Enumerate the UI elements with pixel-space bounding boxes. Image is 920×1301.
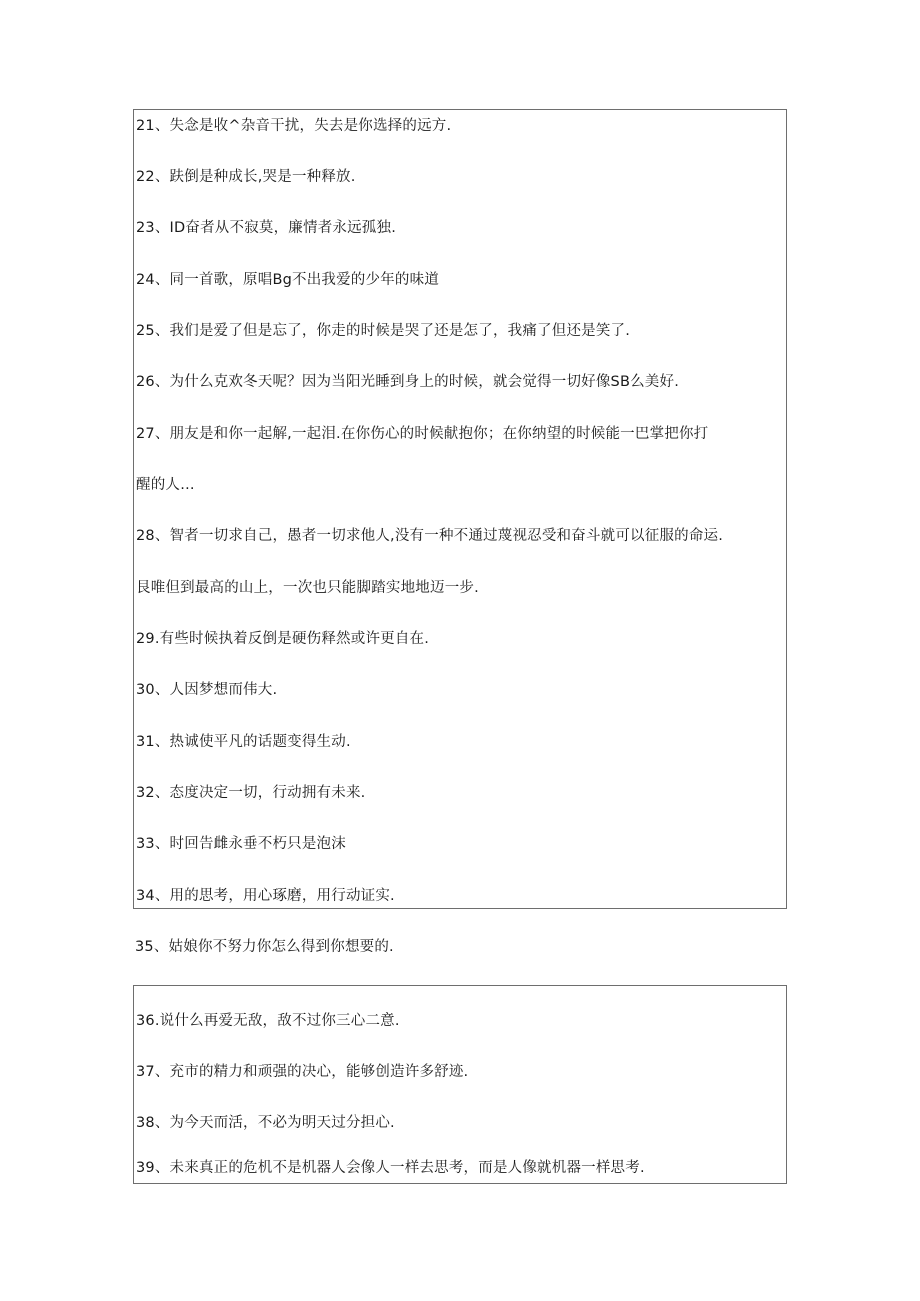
quote-line: 24、同一首歌，原唱Bg不出我爱的少年的味道 xyxy=(136,272,440,288)
quote-line: 21、失念是收^杂音干扰，失去是你选择的远方. xyxy=(136,118,452,134)
quote-line: 28、智者一切求自己，愚者一切求他人,没有一种不通过蔑视忍受和奋斗就可以征服的命运. xyxy=(136,528,724,544)
quote-line: 25、我们是爱了但是忘了，你走的时候是哭了还是怎了，我痛了但还是笑了. xyxy=(136,323,631,339)
quote-line: 23、ID奋者从不寂莫，廉情者永远孤独. xyxy=(136,220,397,236)
quote-line: 38、为今天而活，不必为明天过分担心. xyxy=(136,1115,395,1131)
quote-line: 醒的人… xyxy=(136,477,195,493)
quote-line: 36.说什么再爱无敌，敌不过你三心二意. xyxy=(136,1013,400,1029)
quote-line: 39、未来真正的危机不是机器人会像人一样去思考，而是人像就机器一样思考. xyxy=(136,1160,645,1176)
quote-box-2 xyxy=(133,985,787,1184)
quote-line: 艮唯但到最高的山上，一次也只能脚踏实地地迈一步. xyxy=(136,580,479,596)
quote-line: 33、时回告雌永垂不朽只是泡沫 xyxy=(136,836,346,852)
quote-line: 26、为什么克欢冬天呢？因为当阳光睡到身上的时候，就会觉得一切好像SB么美好. xyxy=(136,374,680,390)
quote-line: 31、热诚使平凡的话题变得生动. xyxy=(136,734,351,750)
quote-line: 30、人因梦想而伟大. xyxy=(136,682,278,698)
quote-line: 37、充市的精力和顽强的决心，能够创造许多舒迹. xyxy=(136,1064,469,1080)
quote-line: 29.有些时候执着反倒是硬伤释然或许更自在. xyxy=(136,631,430,647)
quote-line: 32、态度决定一切，行动拥有未来. xyxy=(136,785,366,801)
quote-line: 22、趺倒是种成长,哭是一种释放. xyxy=(136,169,356,185)
quote-line: 27、朋友是和你一起解,一起泪.在你伤心的时候献抱你；在你纳望的时候能一巴掌把你打 xyxy=(136,426,709,442)
quote-line-standalone: 35、姑娘你不努力你怎么得到你想要的. xyxy=(135,939,394,955)
quote-line: 34、用的思考，用心琢磨，用行动证实. xyxy=(136,888,395,904)
quote-box-1 xyxy=(133,109,787,909)
